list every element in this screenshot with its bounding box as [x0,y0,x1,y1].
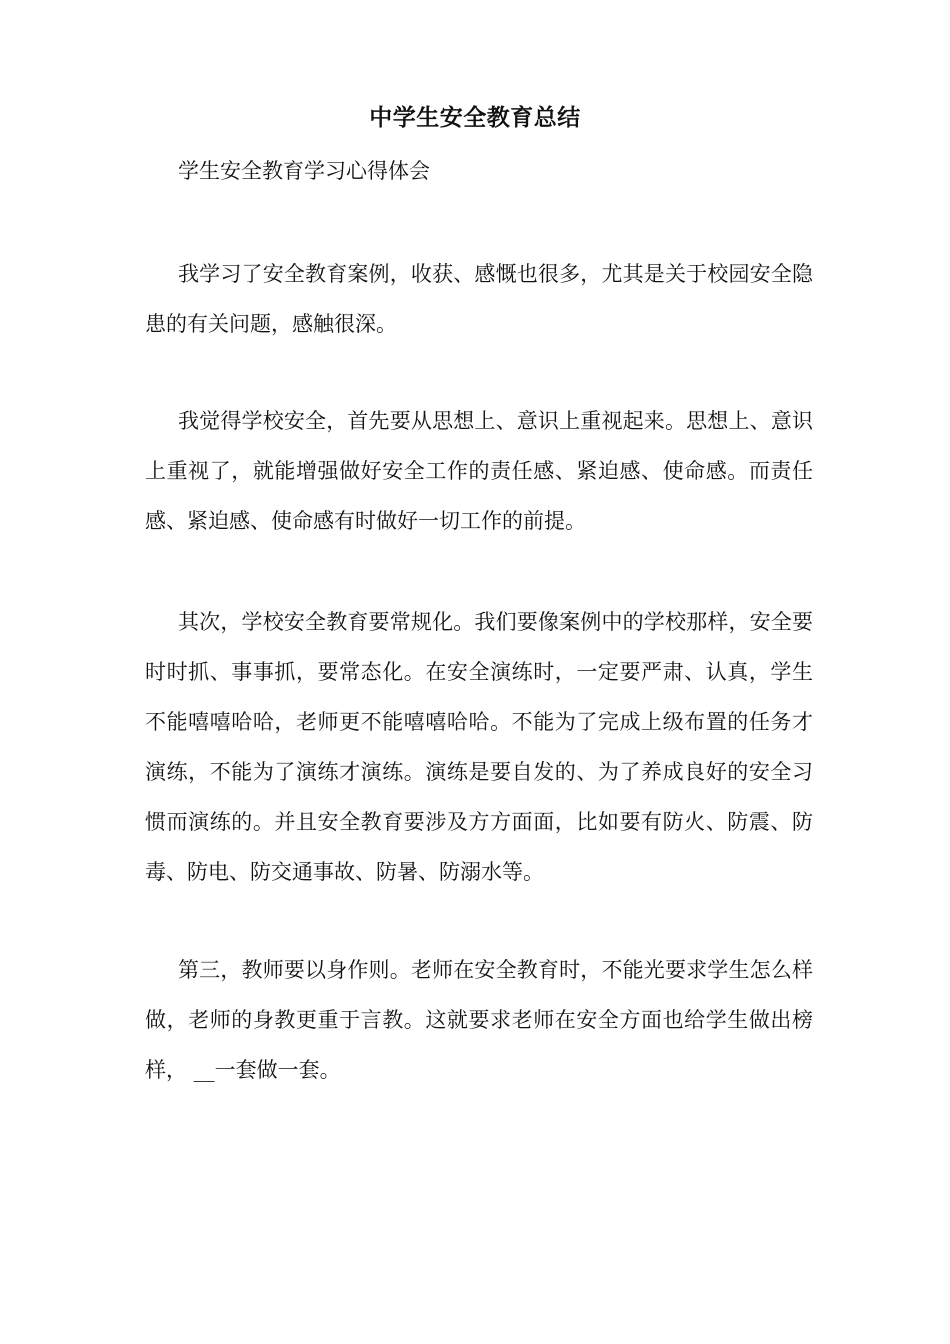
paragraph-2: 我觉得学校安全，首先要从思想上、意识上重视起来。思想上、意识上重视了，就能增强做好安全工作的责任感、紧迫感、使命感。而责任感、紧迫感、使命感有时做好一切工作的前提。 [145,409,813,533]
document-title: 中学生安全教育总结 [369,104,581,131]
document-subtitle: 学生安全教育学习心得体会 [178,159,430,183]
paragraph-4: 第三，教师要以身作则。老师在安全教育时，不能光要求学生怎么样做，老师的身教更重于言教。这就要求老师在安全方面也给学生做出榜样， __一套做一套。 [145,958,813,1082]
paragraph-3: 其次，学校安全教育要常规化。我们要像案例中的学校那样，安全要时时抓、事事抓，要常态化。在安全演练时，一定要严肃、认真，学生不能嘻嘻哈哈，老师更不能嘻嘻哈哈。不能为了完成上级布置的任务才演练，不能为了演练才演练。演练是要自发的、为了养成良好的安全习惯而演练的。并且安全教育要涉及方方面面，比如要有防火、防震、防毒、防电、防交通事故、防暑、防溺水等。 [145,610,813,884]
paragraph-1: 我学习了安全教育案例，收获、感慨也很多，尤其是关于校园安全隐患的有关问题，感触很深。 [145,262,813,336]
